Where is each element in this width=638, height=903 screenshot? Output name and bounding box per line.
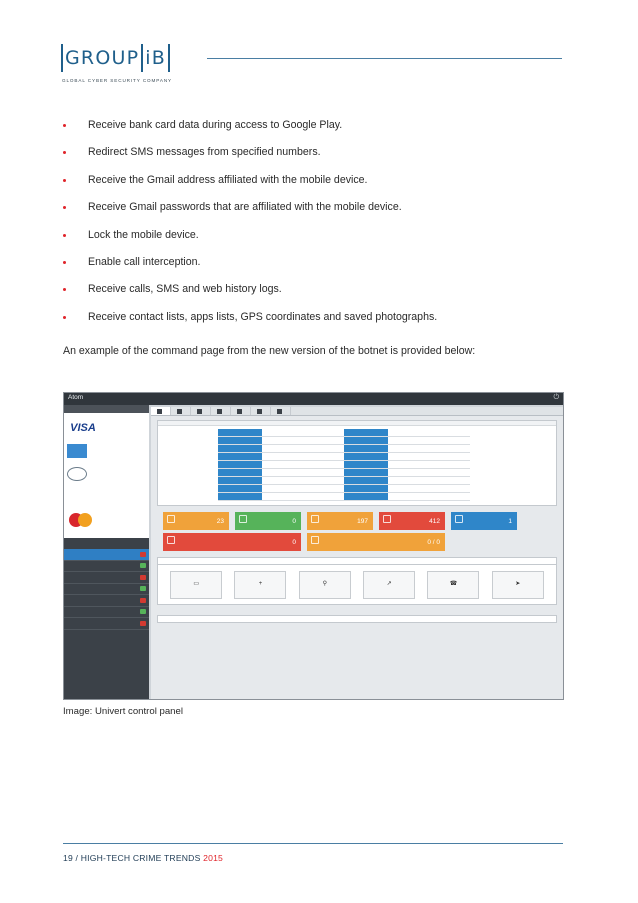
tab-bot[interactable] <box>151 407 171 415</box>
group-ib-logo <box>61 44 221 90</box>
sidebar-item[interactable] <box>64 572 149 584</box>
list-item <box>67 440 146 462</box>
list-item <box>67 463 146 485</box>
contacts-tile[interactable]: 23 <box>163 512 229 530</box>
intercept-calls-button[interactable] <box>363 571 415 599</box>
list-item: Receive the Gmail address affiliated with the mobile device. <box>63 174 563 201</box>
tab-search[interactable] <box>231 407 251 415</box>
bot-info-box <box>157 420 557 506</box>
power-icon: ⏻ <box>553 394 559 401</box>
sms-tile[interactable]: 0 <box>235 512 301 530</box>
send-commands-section-header <box>157 615 557 623</box>
browser-history-tile[interactable]: 0 <box>163 533 301 551</box>
header-rule <box>207 58 562 59</box>
panel-topbar <box>64 393 563 405</box>
location-icon <box>455 515 463 523</box>
magnifier-icon: ⚲ <box>322 581 328 587</box>
list-item <box>67 486 146 508</box>
commands-section-header <box>157 557 557 565</box>
tab-banker[interactable] <box>271 407 291 415</box>
amex-logo-icon <box>67 444 87 458</box>
visa-logo-icon: VISA <box>70 422 96 434</box>
list-item: Redirect SMS messages from specified numbers. <box>63 146 563 173</box>
logo-tagline: GLOBAL CYBER SECURITY COMPANY <box>62 78 172 83</box>
apps-tile[interactable]: 197 <box>307 512 373 530</box>
bullet-dot <box>63 179 66 182</box>
logo-bar-right <box>168 44 170 72</box>
panel-sidebar <box>64 405 149 700</box>
panel-main <box>151 407 563 699</box>
request-contacts-button[interactable] <box>234 571 286 599</box>
capabilities-list <box>63 119 563 338</box>
calls-tile[interactable]: 412 <box>379 512 445 530</box>
send-icon: ➤ <box>515 581 521 587</box>
bullet-dot <box>63 234 66 237</box>
card-brands-list <box>64 413 149 538</box>
intro-paragraph: An example of the command page from the new version of the botnet is provided below: <box>63 345 476 357</box>
diners-logo-icon <box>67 467 87 481</box>
panel-tabs <box>151 407 563 416</box>
stat-tiles <box>163 512 563 551</box>
panel-title: Atom <box>68 394 84 401</box>
footer-page-label: 19 / HIGH-TECH CRIME TRENDS <box>63 853 201 863</box>
bot-info-grid <box>218 429 552 501</box>
gps-tile[interactable]: 1 <box>451 512 517 530</box>
bot-info-header <box>158 421 556 426</box>
sidebar-item[interactable] <box>64 607 149 619</box>
list-item: Receive bank card data during access to Google Play. <box>63 119 563 146</box>
tab-templates[interactable] <box>251 407 271 415</box>
bullet-dot <box>63 316 66 319</box>
list-item: Receive calls, SMS and web history logs. <box>63 283 563 310</box>
disable-sound-button[interactable] <box>427 571 479 599</box>
sidebar-header <box>64 405 149 413</box>
logo-word-group: GROUP <box>65 47 140 69</box>
sidebar-item[interactable] <box>64 618 149 630</box>
page-footer <box>63 853 223 863</box>
commands-row <box>157 565 557 605</box>
footer-year: 2015 <box>203 853 224 863</box>
send-sms-button[interactable] <box>492 571 544 599</box>
sidebar-menu <box>64 549 149 630</box>
bullet-dot <box>63 288 66 291</box>
bullet-dot <box>63 151 66 154</box>
request-creditcard-button[interactable] <box>170 571 222 599</box>
phone-icon <box>383 515 391 523</box>
bullet-dot <box>63 206 66 209</box>
logo-word-ib: iB <box>145 47 166 69</box>
image-caption: Image: Univert control panel <box>63 706 183 717</box>
footer-rule <box>63 843 563 844</box>
sidebar-item[interactable] <box>64 549 149 561</box>
list-item: Receive Gmail passwords that are affiliated with the mobile device. <box>63 201 563 228</box>
contacts-icon <box>167 515 175 523</box>
bullet-dot <box>63 124 66 127</box>
photos-tile[interactable]: 0 / 0 <box>307 533 445 551</box>
tab-log[interactable] <box>191 407 211 415</box>
sidebar-item[interactable] <box>64 584 149 596</box>
bookmark-icon <box>167 536 175 544</box>
discover-logo-icon <box>67 490 99 504</box>
lock-device-button[interactable] <box>299 571 351 599</box>
mastercard-logo-icon <box>67 513 97 527</box>
creditcard-icon: ▭ <box>193 581 199 587</box>
control-panel-screenshot <box>63 392 564 700</box>
list-item: Receive contact lists, apps lists, GPS coordinates and saved photographs. <box>63 311 563 338</box>
list-item <box>67 417 146 439</box>
tab-sms[interactable] <box>171 407 191 415</box>
list-item: Lock the mobile device. <box>63 229 563 256</box>
list-item: Enable call interception. <box>63 256 563 283</box>
tab-settings[interactable] <box>211 407 231 415</box>
forward-icon: ↗ <box>386 581 392 587</box>
image-icon <box>311 536 319 544</box>
plus-icon: + <box>258 580 263 587</box>
android-icon <box>311 515 319 523</box>
list-item <box>67 509 146 531</box>
envelope-icon <box>239 515 247 523</box>
sidebar-item[interactable] <box>64 595 149 607</box>
sidebar-item[interactable] <box>64 561 149 573</box>
bullet-dot <box>63 261 66 264</box>
handset-icon: ☎ <box>449 581 458 587</box>
